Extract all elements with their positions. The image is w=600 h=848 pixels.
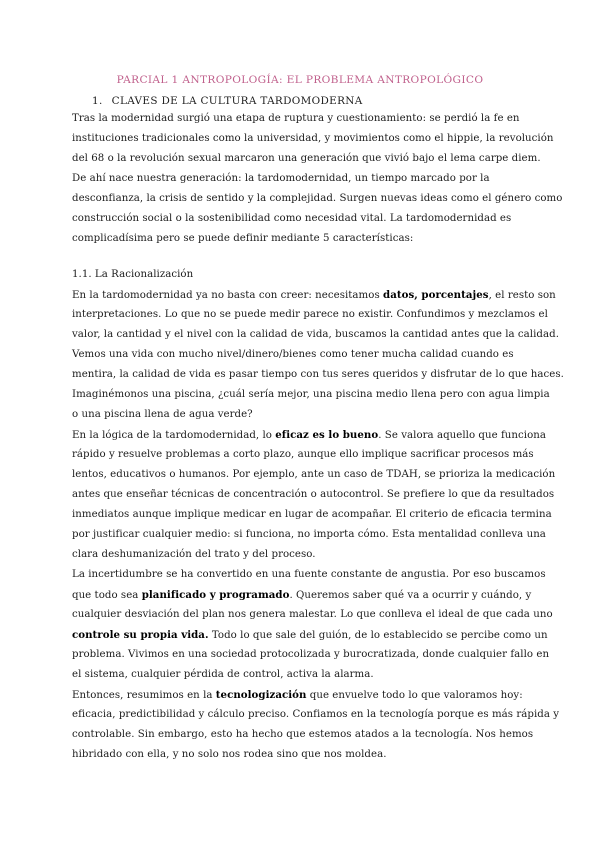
text-line: [72, 112, 520, 126]
text-line: [72, 348, 514, 362]
text-span: rápido y resuelve problemas a corto plazo, aunque ello implique sacrificar procesos más: [72, 449, 534, 460]
text-span: instituciones tradicionales como la universidad, y movimientos como el hippie, la revolución: [72, 133, 554, 144]
text-span: 1.1. La Racionalización: [72, 269, 194, 280]
text-line: [72, 668, 374, 682]
text-line: [72, 152, 541, 166]
text-line: [72, 548, 316, 562]
text-span: Tras la modernidad surgió una etapa de ruptura y cuestionamiento: se perdió la fe en: [72, 113, 520, 124]
text-line: [72, 268, 193, 282]
section-heading-text: CLAVES DE LA CULTURA TARDOMODERNA: [111, 95, 363, 107]
text-span: del 68 o la revolución sexual marcaron una generación que vivió bajo el lema carpe diem.: [72, 153, 541, 164]
text-line: [72, 308, 548, 322]
text-span: . Se valora aquello que funciona: [378, 430, 547, 441]
text-line: [72, 508, 552, 522]
text-line: [72, 428, 546, 443]
text-line: [72, 408, 253, 422]
text-span: Imaginémonos una piscina, ¿cuál sería mejor, una piscina medio llena pero con agua limpia: [72, 389, 550, 400]
text-span: Vemos una vida con mucho nivel/dinero/bienes como tener mucha calidad cuando es: [72, 349, 514, 360]
text-line: [72, 748, 386, 762]
text-span: Entonces, resumimos en la: [72, 690, 216, 701]
text-span: problema. Vivimos en una sociedad protocolizada y burocratizada, donde cualquier fallo en: [72, 649, 550, 660]
text-span: que envuelve todo lo que valoramos hoy:: [306, 690, 523, 701]
text-span: Todo lo que sale del guión, de lo establecido se percibe como un: [208, 630, 548, 641]
text-span: hibridado con ella, y no solo nos rodea sino que nos moldea.: [72, 749, 387, 760]
text-line: [72, 368, 564, 382]
text-line: [72, 448, 534, 462]
text-span: valor, la cantidad y el nivel con la calidad de vida, buscamos la cantidad antes que la calidad.: [72, 329, 559, 340]
text-line: [72, 212, 511, 226]
text-span: que todo sea: [72, 590, 142, 601]
text-line: [72, 728, 533, 742]
text-span: interpretaciones. Lo que no se puede medir parece no existir. Confundimos y mezclamos el: [72, 309, 548, 320]
text-span: En la tardomodernidad ya no basta con creer: necesitamos: [72, 290, 384, 301]
text-line: [72, 528, 546, 542]
text-span: cualquier desviación del plan nos genera malestar. Lo que conlleva el ideal de que cada uno: [72, 609, 553, 620]
text-span: o una piscina llena de agua verde?: [72, 409, 253, 420]
text-line: [72, 388, 550, 402]
text-span: construcción social o la sostenibilidad como necesidad vital. La tardomodernidad es: [72, 213, 512, 224]
text-line: [72, 608, 553, 622]
text-span: eficacia, predictibilidad y cálculo preciso. Confiamos en la tecnología porque es más rápida y: [72, 709, 560, 720]
text-span: . Queremos saber qué va a ocurrir y cuándo, y: [289, 590, 532, 601]
text-span: inmediatos aunque implique medicar en lugar de acompañar. El criterio de eficacia termina: [72, 509, 552, 520]
text-span: mentira, la calidad de vida es pasar tiempo con tus seres queridos y disfrutar de lo que haces.: [72, 369, 564, 380]
section-heading: [92, 95, 363, 107]
text-line: [72, 192, 562, 206]
text-span: En la lógica de la tardomodernidad, lo: [72, 430, 276, 441]
bold-text: controle su propia vida.: [72, 629, 209, 641]
text-span: el sistema, cualquier pérdida de control, activa la alarma.: [72, 669, 374, 680]
text-line: [72, 628, 548, 643]
page-title: PARCIAL 1 ANTROPOLOGÍA: EL PROBLEMA ANTROPOLÓGICO: [116, 74, 484, 86]
section-number: 1.: [92, 95, 103, 107]
text-span: clara deshumanización del trato y del proceso.: [72, 549, 316, 560]
text-line: [72, 568, 546, 582]
text-span: lentos, educativos o humanos. Por ejemplo, ante un caso de TDAH, se prioriza la medicación: [72, 469, 556, 480]
bold-text: datos, porcentajes: [383, 289, 489, 301]
text-line: [72, 588, 531, 603]
text-span: controlable. Sin embargo, esto ha hecho que estemos atados a la tecnología. Nos hemos: [72, 729, 534, 740]
text-line: [72, 648, 549, 662]
text-line: [72, 328, 559, 342]
text-span: desconfianza, la crisis de sentido y la complejidad. Surgen nuevas ideas como el género como: [72, 193, 563, 204]
text-line: [72, 132, 554, 146]
bold-text: planificado y programado: [141, 589, 290, 601]
text-line: [72, 708, 559, 722]
text-span: complicadísima pero se puede definir mediante 5 características:: [72, 233, 414, 244]
text-span: por justificar cualquier medio: si funciona, no importa cómo. Esta mentalidad conlleva una: [72, 529, 546, 540]
text-span: De ahí nace nuestra generación: la tardomodernidad, un tiempo marcado por la: [72, 173, 490, 184]
text-line: [72, 468, 555, 482]
bold-text: eficaz es lo bueno: [275, 429, 379, 441]
text-line: [72, 232, 413, 246]
text-line: [72, 488, 554, 502]
text-line: [72, 688, 523, 703]
text-span: , el resto son: [488, 290, 556, 301]
text-span: La incertidumbre se ha convertido en una fuente constante de angustia. Por eso buscamos: [72, 569, 546, 580]
text-line: [72, 288, 556, 303]
bold-text: tecnologización: [215, 689, 307, 701]
text-line: [72, 172, 490, 186]
text-span: antes que enseñar técnicas de concentración o autocontrol. Se prefiere lo que da resultados: [72, 489, 555, 500]
